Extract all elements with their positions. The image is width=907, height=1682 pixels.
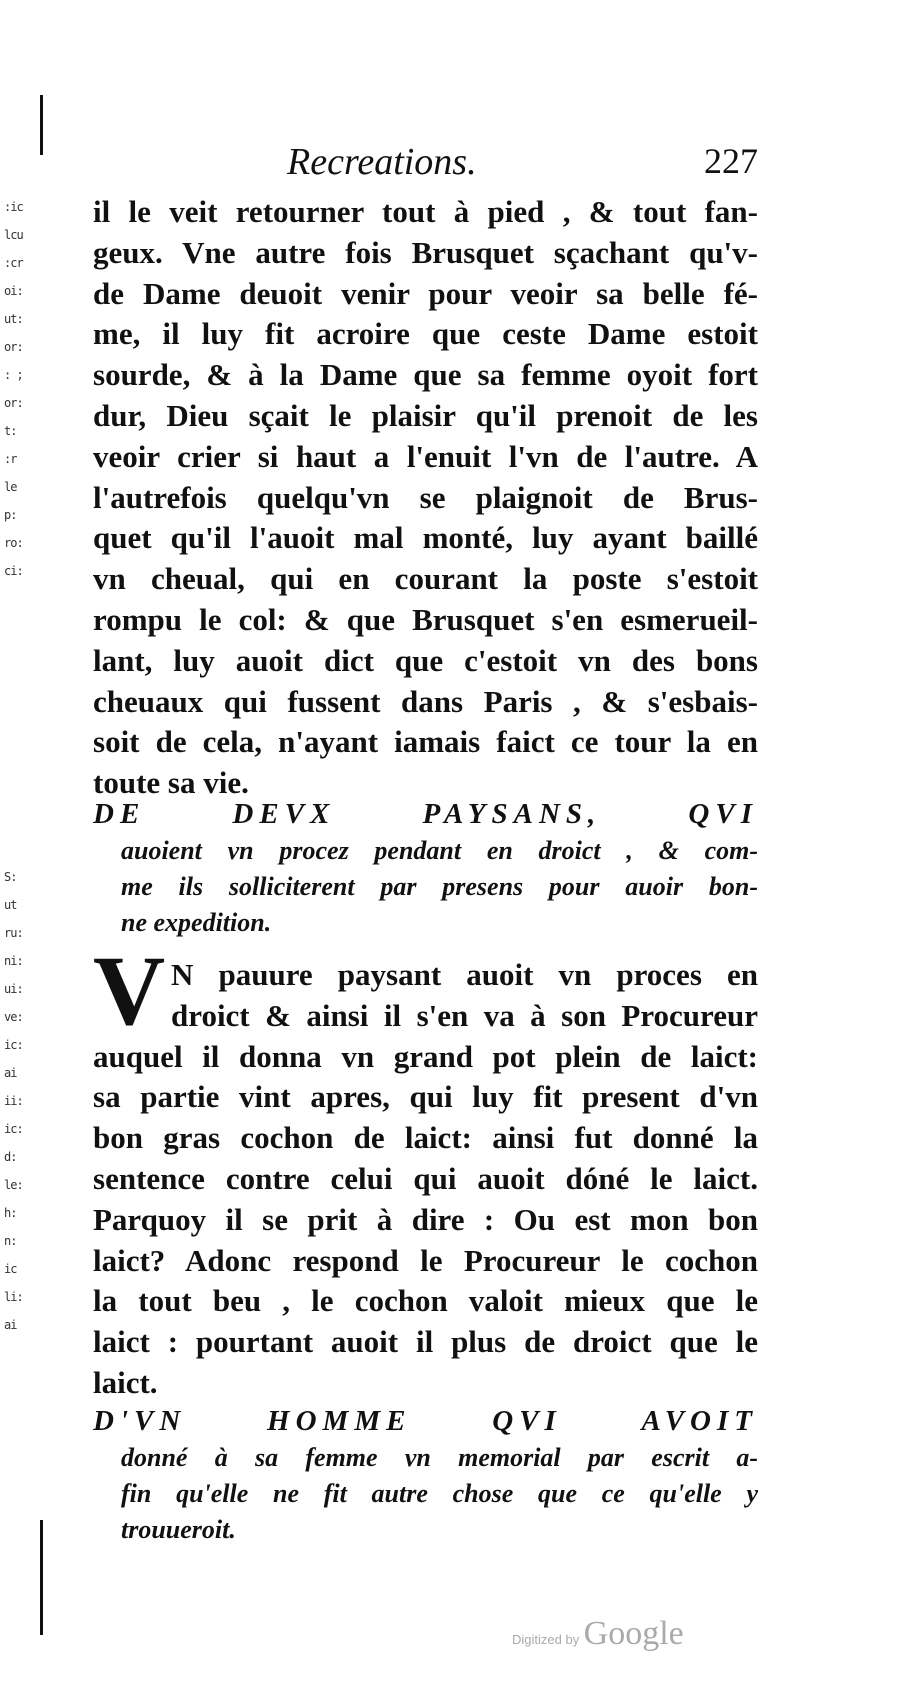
text-line: laict? Adonc respond le Procureur le cochon [93,1242,758,1278]
text-line: quet qu'il l'auoit mal monté, luy ayant baillé [93,520,758,556]
text-line: auquel il donna vn grand pot plein de laict: [93,1038,758,1074]
heading-subline: fin qu'elle ne fit autre chose que ce qu'elle y [121,1479,758,1508]
heading-subline: ne expedition. [121,908,272,937]
section-heading-2 [93,1402,758,1548]
text-line: il le veit retourner tout à pied , & tout fan- [93,194,758,229]
text-line: lant, luy auoit dict que c'estoit vn des bons [93,642,758,678]
text-line: dur, Dieu sçait le plaisir qu'il prenoit de les [93,397,758,433]
text-line: geux. Vne autre fois Brusquet sçachant qu'v- [93,234,758,270]
text-line: N pauure paysant auoit vn proces en [171,957,758,992]
digitization-watermark [512,1615,684,1653]
heading-subline: trouueroit. [121,1515,236,1544]
heading-caps: D'VN HOMME QVI AVOIT [93,1405,758,1437]
text-line: droict & ainsi il s'en va à son Procureur [171,997,758,1033]
text-line: sentence contre celui qui auoit dóné le laict. [93,1160,758,1196]
facing-page-bleed: S: ut ru: ni: ui: ve: ic: ai ii: ic: d: le: h: n: ic li: ai [4,870,23,1332]
facing-page-bleed: :ic lcu :cr oi: ut: or: : ; or: t: :r le p: ro: ci: [4,200,23,578]
text-line: cheuaux qui fussent dans Paris , & s'esbais- [93,683,758,719]
section-heading-1 [93,795,758,941]
heading-subline: me ils solliciterent par presens pour auoir bon- [121,872,758,901]
text-line: de Dame deuoit venir pour veoir sa belle fé- [93,275,758,311]
text-line: sourde, & à la Dame que sa femme oyoit fort [93,357,758,393]
heading-caps: DE DEVX PAYSANS, QVI [93,798,758,830]
text-line: l'autrefois quelqu'vn se plaignoit de Brus- [93,479,758,515]
text-line: vn cheual, qui en courant la poste s'estoit [93,561,758,597]
binding-edge [40,95,43,155]
heading-subline: donné à sa femme vn memorial par escrit a- [121,1443,758,1472]
text-line: laict : pourtant auoit il plus de droict que le [93,1324,758,1360]
text-line: la tout beu , le cochon valoit mieux que le [93,1283,758,1319]
watermark-prefix: Digitized by [512,1632,580,1647]
text-line: Parquoy il se prit à dire : Ou est mon bon [93,1201,758,1237]
binding-edge [40,1520,43,1635]
text-line: rompu le col: & que Brusquet s'en esmerueil- [93,601,758,637]
text-line: veoir crier si haut a l'enuit l'vn de l'autre. A [93,438,758,474]
text-line: sa partie vint apres, qui luy fit present d'vn [93,1079,758,1115]
page-number: 227 [704,141,758,181]
paragraph-2 [93,955,758,1404]
text-line: toute sa vie. [93,765,249,801]
text-line: me, il luy fit acroire que ceste Dame estoit [93,316,758,352]
paragraph-1 [93,192,758,804]
running-title: Recreations. [287,141,477,183]
text-line: soit de cela, n'ayant iamais faict ce tour la en [93,724,758,760]
text-line: laict. [93,1364,158,1400]
drop-cap: V [93,935,166,1046]
page-header [90,140,758,190]
heading-subline: auoient vn procez pendant en droict , & com- [121,836,758,865]
text-line: bon gras cochon de laict: ainsi fut donné la [93,1120,758,1156]
google-logo: Google [583,1615,684,1652]
